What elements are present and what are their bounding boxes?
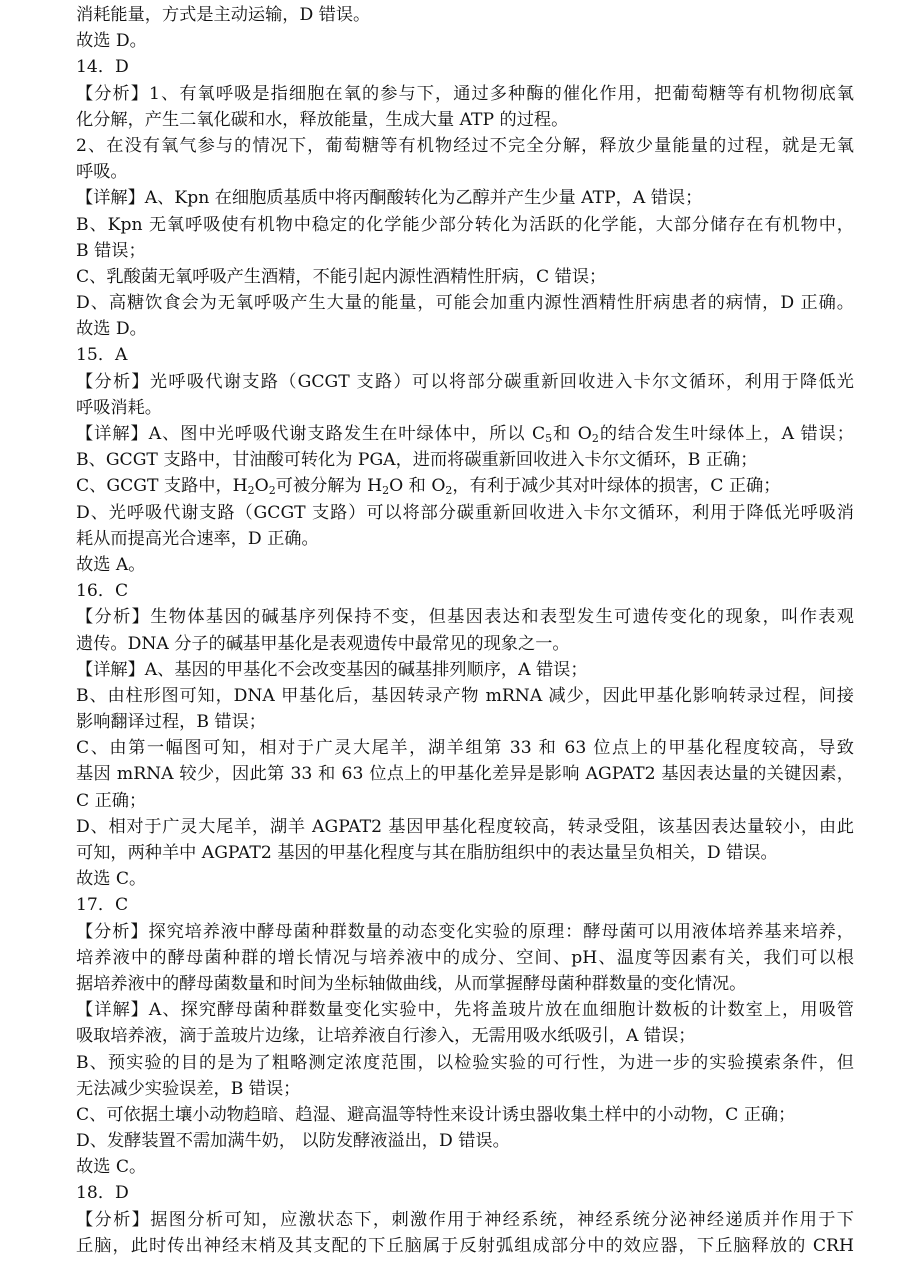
text-run: 无法减少实验误差，B 错误； — [76, 1078, 301, 1099]
text-line — [76, 1180, 854, 1206]
text-line — [76, 316, 854, 342]
text-run: 遗传。DNA 分子的碱基甲基化是表观遗传中最常见的现象之一。 — [76, 633, 570, 654]
text-run: 丘脑，此时传出神经末梢及其支配的下丘脑属于反射弧组成部分中的效应器，下丘脑释放的 CRH — [76, 1235, 854, 1256]
text-line — [76, 552, 854, 578]
text-line — [76, 735, 854, 761]
text-run: C、由第一幅图可知，相对于广灵大尾羊，湖羊组第 33 和 63 位点上的甲基化程度较高，导致 — [76, 738, 854, 759]
text-run: 呼吸消耗。 — [76, 397, 162, 418]
text-run: B、GCGT 支路中，甘油酸可转化为 PGA，进而将碳重新回收进入卡尔文循环，B 正确； — [76, 450, 758, 471]
subscript: 5 — [545, 432, 553, 445]
text-run: 【详解】A、Kpn 在细胞质基质中将丙酮酸转化为乙醇并产生少量 ATP，A 错误； — [76, 188, 703, 209]
text-run: 【分析】光呼吸代谢支路（GCGT 支路）可以将部分碳重新回收进入卡尔文循环，利用于降低光 — [76, 371, 854, 392]
text-run: 【详解】A、探究酵母菌种群数量变化实验中，先将盖玻片放在血细胞计数板的计数室上，用吸管 — [76, 1000, 854, 1021]
text-run: C 正确； — [76, 790, 147, 811]
subscript: 2 — [268, 484, 276, 498]
text-run: ，有利于减少其对叶绿体的损害，C 正确； — [452, 476, 781, 497]
text-line — [76, 185, 854, 211]
text-line — [76, 1050, 854, 1076]
text-run: D、发酵装置不需加满牛奶， 以防发酵液溢出，D 错误。 — [76, 1131, 510, 1152]
text-run: 和 O — [552, 424, 592, 444]
text-run: O — [254, 476, 269, 497]
text-run: C、可依据土壤小动物趋暗、趋湿、避高温等特性来设计诱虫器收集土样中的小动物，C 正确； — [76, 1104, 796, 1125]
document-page — [0, 2, 900, 1273]
text-run: B 错误； — [76, 240, 146, 261]
text-line — [76, 1207, 854, 1233]
text-line — [76, 290, 854, 316]
text-run: O 和 O — [389, 476, 446, 497]
text-line — [76, 971, 854, 997]
text-line — [76, 997, 854, 1023]
text-line — [76, 264, 854, 290]
text-line — [76, 840, 854, 866]
text-line — [76, 212, 854, 238]
text-line — [76, 578, 854, 604]
text-run: 【分析】据图分析可知，应激状态下，刺激作用于神经系统，神经系统分泌神经递质并作用于下 — [76, 1209, 854, 1230]
text-run: 呼吸。 — [76, 162, 128, 183]
text-run: D、相对于广灵大尾羊，湖羊 AGPAT2 基因甲基化程度较高，转录受阻，该基因表达量较小，由此 — [76, 816, 854, 837]
text-line — [76, 657, 854, 683]
text-line — [76, 945, 854, 971]
text-line — [76, 28, 854, 54]
text-run: 影响翻译过程，B 错误； — [76, 712, 266, 733]
text-run: 的结合发生叶绿体上，A 错误； — [598, 424, 854, 444]
text-line — [76, 866, 854, 892]
text-run: 【分析】探究培养液中酵母菌种群数量的动态变化实验的原理：酵母菌可以用液体培养基来培养， — [76, 921, 854, 942]
text-run: B、预实验的目的是为了粗略测定浓度范围，以检验实验的可行性，为进一步的实验摸索条件，但 — [76, 1052, 854, 1073]
text-run: B、由柱形图可知，DNA 甲基化后，基因转录产物 mRNA 减少，因此甲基化影响转录过程，间接 — [76, 685, 854, 706]
text-run: 【详解】A、基因的甲基化不会改变基因的碱基排列顺序，A 错误； — [76, 659, 588, 680]
text-run: 故选 D。 — [76, 31, 147, 52]
text-run: 故选 A。 — [76, 554, 146, 575]
text-line — [76, 814, 854, 840]
text-run: 【分析】1、有氧呼吸是指细胞在氧的参与下，通过多种酶的催化作用，把葡萄糖等有机物彻底氧 — [76, 83, 854, 104]
subscript: 2 — [445, 484, 453, 498]
text-line — [76, 1233, 854, 1259]
text-run: 故选 C。 — [76, 1157, 147, 1178]
text-run: D、光呼吸代谢支路（GCGT 支路）可以将部分碳重新回收进入卡尔文循环，利用于降低光呼吸消 — [76, 502, 854, 523]
text-run: 18．D — [76, 1183, 129, 1204]
text-run: 基因 mRNA 较少，因此第 33 和 63 位点上的甲基化差异是影响 AGPAT2 基因表达量的关键因素， — [76, 764, 854, 785]
text-line — [76, 54, 854, 80]
text-line — [76, 683, 854, 709]
text-line — [76, 1128, 854, 1154]
text-run: D、高糖饮食会为无氧呼吸产生大量的能量，可能会加重内源性酒精性肝病患者的病情，D 正确。 — [76, 293, 854, 314]
subscript: 2 — [591, 432, 599, 445]
text-run: 【分析】生物体基因的碱基序列保持不变，但基因表达和表型发生可遗传变化的现象，叫作表观 — [76, 607, 854, 628]
text-line — [76, 1076, 854, 1102]
text-run: 吸取培养液，滴于盖玻片边缘，让培养液自行渗入，无需用吸水纸吸引，A 错误； — [76, 1026, 696, 1047]
text-line — [76, 447, 854, 473]
text-line — [76, 526, 854, 552]
text-line — [76, 473, 854, 499]
text-line — [76, 2, 854, 28]
text-line — [76, 892, 854, 918]
text-line — [76, 107, 854, 133]
text-run: 14．D — [76, 57, 129, 78]
text-run: 消耗能量，方式是主动运输，D 错误。 — [76, 5, 371, 25]
text-run: 【详解】A、图中光呼吸代谢支路发生在叶绿体中，所以 C — [76, 424, 546, 444]
text-run: 可知，两种羊中 AGPAT2 基因的甲基化程度与其在脂肪组织中的表达量呈负相关，D 错误。 — [76, 843, 778, 863]
text-run: C、GCGT 支路中，H — [76, 476, 248, 497]
text-line — [76, 395, 854, 421]
text-run: 故选 C。 — [76, 869, 147, 890]
text-run: 15．A — [76, 345, 128, 366]
text-line — [76, 604, 854, 630]
text-line — [76, 133, 854, 159]
text-line — [76, 500, 854, 526]
text-run: 16．C — [76, 581, 129, 602]
text-line — [76, 788, 854, 814]
text-line — [76, 631, 854, 657]
text-run: 化分解，产生二氧化碳和水，释放能量，生成大量 ATP 的过程。 — [76, 109, 569, 130]
text-line — [76, 1023, 854, 1049]
text-line — [76, 238, 854, 264]
text-line — [76, 1154, 854, 1180]
text-run: 17．C — [76, 895, 129, 916]
text-line — [76, 919, 854, 945]
text-run: 故选 D。 — [76, 319, 147, 340]
text-run: 据培养液中的酵母菌数量和时间为坐标轴做曲线，从而掌握酵母菌种群数量的变化情况。 — [76, 973, 747, 994]
subscript: 2 — [382, 484, 390, 498]
text-run: 可被分解为 H — [275, 476, 383, 497]
text-line — [76, 369, 854, 395]
text-line — [76, 421, 854, 447]
text-run: B、Kpn 无氧呼吸使有机物中稳定的化学能少部分转化为活跃的化学能，大部分储存在有机物中， — [76, 214, 854, 235]
text-line — [76, 81, 854, 107]
text-run: 耗从而提高光合速率，D 正确。 — [76, 528, 319, 549]
subscript: 2 — [247, 484, 255, 498]
text-line — [76, 761, 854, 787]
text-run: 培养液中的酵母菌种群的增长情况与培养液中的成分、空间、pH、温度等因素有关，我们可以根 — [76, 947, 854, 968]
text-line — [76, 342, 854, 368]
text-line — [76, 1102, 854, 1128]
text-line — [76, 709, 854, 735]
text-line — [76, 159, 854, 185]
text-run: C、乳酸菌无氧呼吸产生酒精，不能引起内源性酒精性肝病，C 错误； — [76, 266, 607, 287]
text-run: 2、在没有氧气参与的情况下，葡萄糖等有机物经过不完全分解，释放少量能量的过程，就是无氧 — [76, 135, 854, 156]
